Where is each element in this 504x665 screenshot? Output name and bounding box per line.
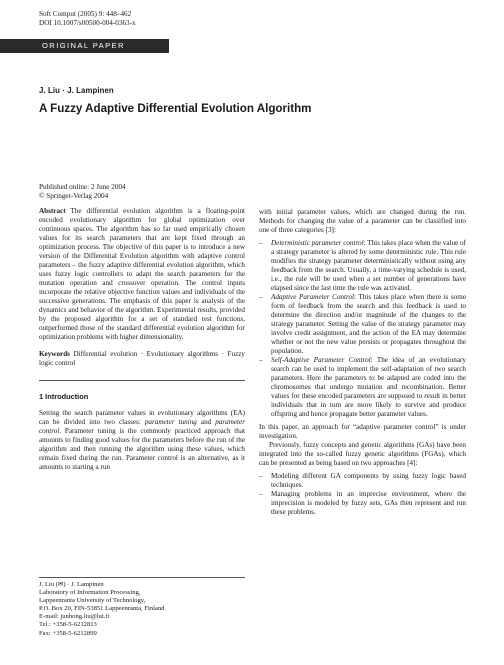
list-dash: – bbox=[259, 472, 263, 480]
abstract-text: The differential evolution algorithm is a floating-point encoded evolutionary algorithm for global optimization over continuous spaces. The algorithm has so far used empirically chosen values for its search parameters that are kept fixed through an optimization process. The objective of this paper is to introduce a new version of the Differential Evolution algorithm with adaptive control parameters – the fuzzy adaptive differential evolution algorithm, which uses fuzzy logic controllers to adapt the search parameters for the mutation operation and crossover operation. The control inputs incorporate the relative objective function values and individuals of the successive generations. The emphasis of this paper is analysis of the dynamics and behavior of the algorithm. Experimental results, provided by the proposed algorithm for a set of standard test functions, outperformed those of the standard differential evolution algorithm for optimization problems with higher dimensionality. bbox=[39, 207, 245, 341]
affil-fax: Fax: +358-5-6212899 bbox=[39, 629, 97, 637]
doi: DOI 10.1007/s00500-004-0363-x bbox=[39, 19, 136, 27]
intro-text-b: and bbox=[196, 418, 216, 426]
list-item-text: : This takes place when there is some form of feedback from the search and this feedback is used to determine the direction and/or magnitude of the changes to the strategy parameter. Setting the value of the strategy parameter may involve credit assignment, and the action of the EA may determine whether or not the new value persists or propagates throughout the population. bbox=[271, 293, 466, 355]
list-item-text: : The idea of an evolutionary search can be used to implement the self-adaptation of two search parameters. Here the parameters to be adapted are coded into the chromosomes that undergo mutation and recombination. Better values for these encoded parameters are supposed to result in better individuals that in turn are more likely to survive and produce offspring and hence propagate better parameter values. bbox=[271, 356, 466, 418]
intro-term-tuning: parameter tuning bbox=[144, 418, 197, 426]
keywords bbox=[39, 350, 245, 368]
keywords-label: Keywords bbox=[39, 350, 70, 358]
right-column bbox=[259, 208, 466, 517]
abstract bbox=[39, 207, 245, 342]
right-paragraph-2: In this paper, an approach for “adaptive parameter control” is under investigation. bbox=[259, 423, 466, 440]
list-item bbox=[259, 356, 466, 419]
affil-authors: J. Liu (✉) · J. Lampinen bbox=[39, 581, 104, 588]
right-paragraph-3: Previously, fuzzy concepts and genetic algorithms (GAs) have been integrated into the so-called fuzzy genetic algorithms (FGAs), which can be presented as being based on two approaches [4]: bbox=[259, 441, 466, 467]
list-item-text: Managing problems in an imprecise environment, where the imprecision is modeled by fuzzy sets, GAs then represent and run these problems. bbox=[271, 490, 466, 516]
list-item-term: Self-Adaptive Parameter Control bbox=[271, 356, 371, 364]
paper-title: A Fuzzy Adaptive Differential Evolution Algorithm bbox=[39, 102, 312, 115]
list-item bbox=[259, 293, 466, 356]
list-item-text: Modeling different GA components by using fuzzy logic based techniques. bbox=[271, 472, 466, 489]
copyright: © Springer-Verlag 2004 bbox=[39, 192, 109, 200]
affil-tel: Tel.: +358-5-6212813 bbox=[39, 621, 97, 629]
right-intro: with initial parameter values, which are changed during the run. Methods for changing the value of a parameter can be classified into one of three categories [3]: bbox=[259, 208, 466, 234]
section-title: 1 Introduction bbox=[39, 392, 89, 401]
intro-text-c: . Parameter tuning is the commonly practiced approach that amounts to finding good values for the parameters before the run of the algorithm and then running the algorithm using these values, which remain fixed during the run. Parameter control is an alternative, as it amounts to starting a run bbox=[39, 427, 245, 471]
intro-term-control: parameter control bbox=[39, 418, 245, 435]
fga-approach-list bbox=[259, 472, 466, 517]
affil-university: Lappeenranta University of Technology, bbox=[39, 597, 146, 605]
introduction-section bbox=[39, 380, 245, 472]
intro-text-a: Setting the search parameter values in evolutionary algorithms (EA) can be divided into two classes: bbox=[39, 409, 245, 426]
authors: J. Liu · J. Lampinen bbox=[39, 86, 114, 95]
published-date: Published online: 2 June 2004 bbox=[39, 183, 126, 191]
list-item-text: : This takes place when the value of a strategy parameter is altered by some deterministic rule. This rule modifies the strategy parameter deterministically without using any feedback from the search. Usually, a time-varying schedule is used, i.e., the rule will be used when a set number of generations have elapsed since the last time the rule was activated. bbox=[271, 239, 466, 292]
publication-info bbox=[39, 183, 126, 201]
affil-lab: Laboratory of Information Processing, bbox=[39, 589, 141, 597]
affil-email: E-mail: junhong.liu@lut.fi bbox=[39, 613, 110, 621]
list-item bbox=[259, 490, 466, 517]
affil-address: P.O. Box 20, FIN-53851 Lappeenranta, Finland bbox=[39, 605, 165, 613]
affiliation-footnote bbox=[39, 577, 245, 638]
list-dash: – bbox=[259, 356, 263, 364]
intro-paragraph bbox=[39, 409, 245, 472]
list-dash: – bbox=[259, 490, 263, 498]
list-dash: – bbox=[259, 239, 263, 247]
parameter-control-list bbox=[259, 239, 466, 419]
journal-citation: Soft Comput (2005) 9: 448–462 bbox=[39, 10, 132, 18]
keywords-text: Differential evolution · Evolutionary algorithms · Fuzzy logic control bbox=[39, 350, 245, 367]
list-item bbox=[259, 239, 466, 293]
list-item-term: Deterministic parameter control bbox=[271, 239, 364, 247]
journal-info bbox=[39, 10, 136, 28]
list-item-term: Adaptive Parameter Control bbox=[271, 293, 355, 301]
abstract-label: Abstract bbox=[39, 207, 66, 215]
left-column bbox=[39, 207, 245, 472]
article-type-banner: ORIGINAL PAPER bbox=[0, 39, 169, 53]
list-item bbox=[259, 472, 466, 490]
list-dash: – bbox=[259, 293, 263, 301]
